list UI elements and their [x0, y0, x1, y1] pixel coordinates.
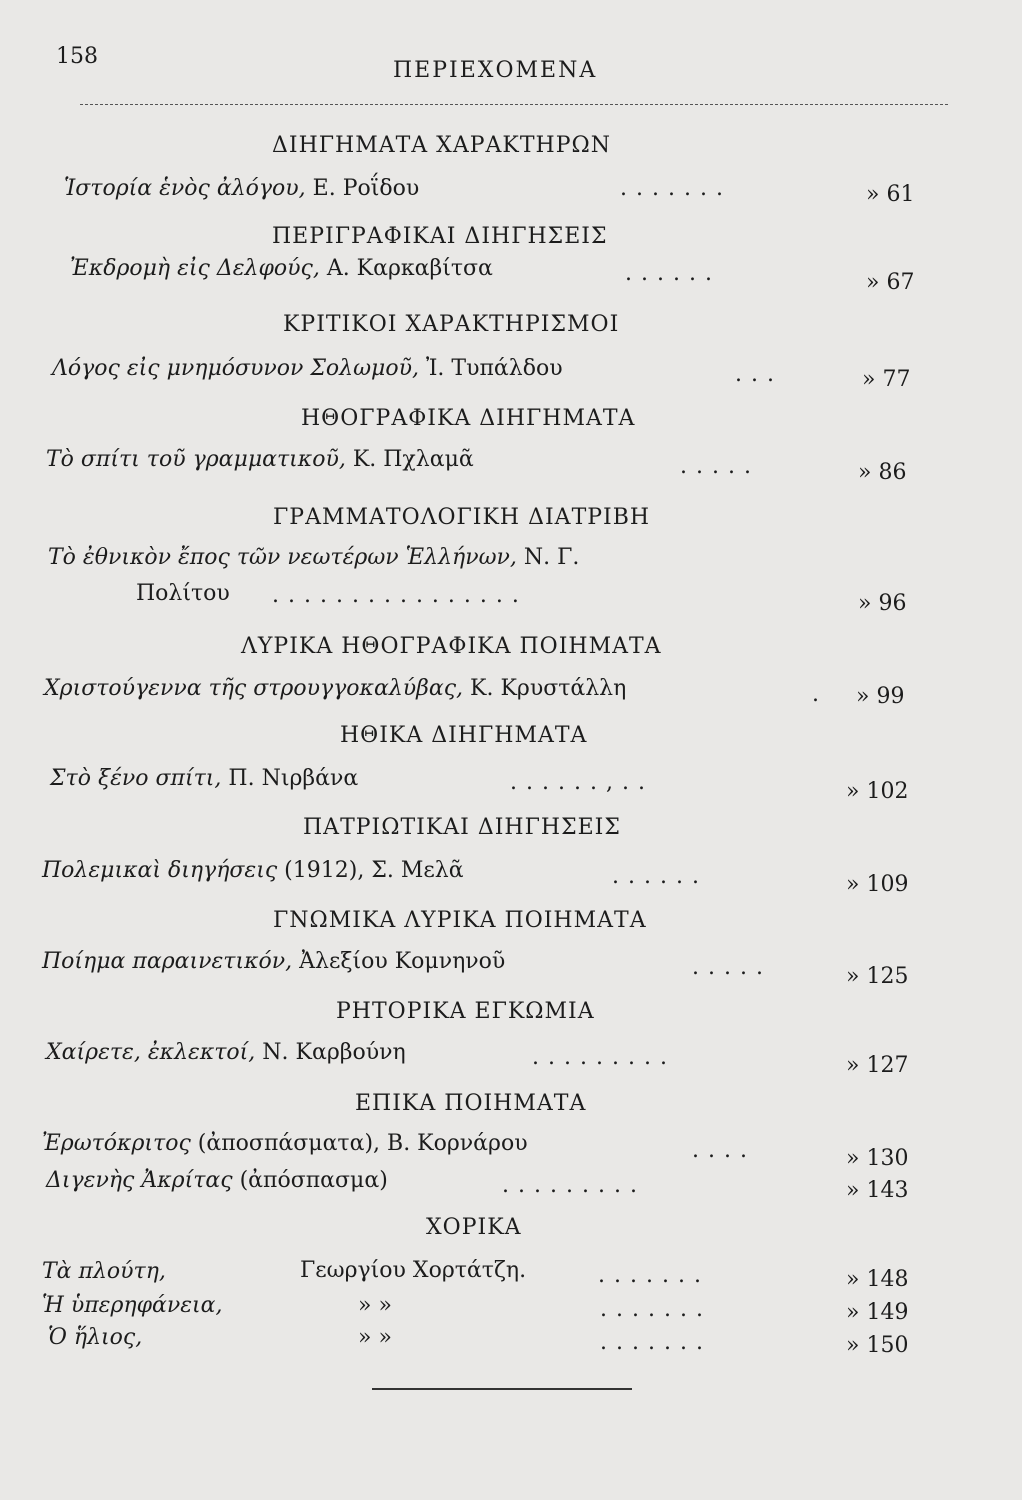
work-author: Α. Καρκαβίτσα [326, 256, 493, 281]
work-title: Ἐρωτόκριτος [42, 1131, 191, 1156]
toc-entry [48, 545, 579, 570]
work-title: Λόγος εἰς μνημόσυνον Σολωμοῦ, [52, 356, 419, 381]
dot-leaders: ..... [680, 454, 760, 479]
work-author: Κ. Κρυστάλλη [470, 676, 627, 701]
work-title: Ἐκδρομὴ εἰς Δελφούς, [70, 256, 320, 281]
section-heading: ΕΠΙΚΑ ΠΟΙΗΜΑΤΑ [355, 1091, 587, 1116]
work-author: Π. Νιρβάνα [228, 766, 359, 791]
work-author: (ἀπόσπασμα) [239, 1168, 388, 1193]
page-reference: » 96 [858, 591, 907, 616]
header-rule [80, 104, 948, 105]
dot-leaders: ....... [598, 1263, 710, 1288]
work-author: Ν. Γ. [523, 545, 580, 570]
section-heading: ΓΡΑΜΜΑΤΟΛΟΓΙΚΗ ΔΙΑΤΡΙΒΗ [273, 505, 651, 530]
page-reference: » 102 [846, 779, 909, 804]
section-heading: ΚΡΙΤΙΚΟΙ ΧΑΡΑΚΤΗΡΙΣΜΟΙ [283, 312, 620, 337]
dot-leaders: ..... [692, 955, 772, 980]
work-title: Χαίρετε, ἐκλεκτοί, [46, 1040, 256, 1065]
dot-leaders: ...... [612, 864, 708, 889]
work-author-continued: Πολίτου [136, 581, 230, 606]
dot-leaders: ......... [502, 1173, 646, 1198]
dot-leaders: ....... [620, 176, 732, 201]
dot-leaders: . [812, 682, 828, 707]
page-reference: » 99 [856, 684, 905, 709]
work-title: Πολεμικαὶ διηγήσεις [42, 858, 278, 883]
work-title: Χριστούγεννα τῆς στρουγγοκαλύβας, [44, 676, 464, 701]
dot-leaders: .... [692, 1138, 756, 1163]
toc-entry [42, 949, 505, 974]
page-reference: » 125 [846, 964, 909, 989]
toc-entry [42, 1131, 528, 1156]
work-author: Γεωργίου Χορτάτζη. [300, 1258, 527, 1283]
section-heading: ΛΥΡΙΚΑ ΗΘΟΓΡΑΦΙΚΑ ΠΟΙΗΜΑΤΑ [241, 634, 662, 659]
page-reference: » 61 [866, 182, 915, 207]
work-author: Ν. Καρβούνη [262, 1040, 406, 1065]
page-reference: » 149 [846, 1300, 909, 1325]
page-reference: » 143 [846, 1178, 909, 1203]
work-author: Ἰ. Τυπάλδου [425, 356, 563, 381]
toc-entry [46, 447, 474, 472]
work-title: Ποίημα παραινετικόν, [42, 949, 293, 974]
toc-entry [42, 858, 464, 883]
dot-leaders: ....... [600, 1297, 712, 1322]
page-reference: » 67 [866, 270, 915, 295]
work-author: (1912), Σ. Μελᾶ [284, 858, 464, 883]
section-heading: ΗΘΟΓΡΑΦΙΚΑ ΔΙΗΓΗΜΑΤΑ [301, 406, 636, 431]
work-author: (ἀποσπάσματα), Β. Κορνάρου [197, 1131, 528, 1156]
toc-entry [70, 256, 493, 281]
page-reference: » 148 [846, 1267, 909, 1292]
toc-entry [48, 1325, 142, 1350]
toc-entry [50, 766, 358, 791]
work-author: Ἀλεξίου Κομνηνοῦ [299, 949, 506, 974]
toc-entry [42, 1259, 166, 1284]
ditto-marks: » » [358, 1293, 392, 1318]
page-reference: » 127 [846, 1053, 909, 1078]
work-title: Στὸ ξένο σπίτι, [50, 766, 222, 791]
page-reference: » 109 [846, 872, 909, 897]
page-reference: » 77 [862, 367, 911, 392]
dot-leaders: ... [735, 362, 783, 387]
page-reference: » 150 [846, 1333, 909, 1358]
page-reference: » 130 [846, 1146, 909, 1171]
work-title: Τὸ σπίτι τοῦ γραμματικοῦ, [46, 447, 346, 472]
section-heading: ΠΑΤΡΙΩΤΙΚΑΙ ΔΙΗΓΗΣΕΙΣ [303, 815, 621, 840]
work-title: Ἡ ὑπερηφάνεια, [42, 1293, 223, 1318]
work-author: Ε. Ροΐδου [312, 176, 420, 201]
section-heading: ΗΘΙΚΑ ΔΙΗΓΗΜΑΤΑ [340, 723, 588, 748]
toc-entry [64, 176, 419, 201]
page-reference: » 86 [858, 460, 907, 485]
work-title: Ὁ ἥλιος, [48, 1325, 143, 1350]
toc-entry [42, 1293, 223, 1318]
work-title: Διγενὴς Ἀκρίτας [46, 1168, 233, 1193]
dot-leaders: ......,.. [510, 770, 654, 795]
dot-leaders: ......... [532, 1045, 676, 1070]
end-rule [372, 1388, 632, 1390]
dot-leaders: ................ [272, 583, 528, 608]
work-title: Ἱστορία ἑνὸς ἀλόγου, [64, 176, 306, 201]
toc-entry [46, 1040, 406, 1065]
work-title: Τὰ πλούτη, [42, 1259, 166, 1284]
toc-entry [52, 356, 563, 381]
section-heading: ΠΕΡΙΓΡΑΦΙΚΑΙ ΔΙΗΓΗΣΕΙΣ [272, 224, 608, 249]
work-title: Τὸ ἐθνικὸν ἔπος τῶν νεωτέρων Ἑλλήνων, [48, 545, 517, 570]
ditto-marks: » » [358, 1325, 392, 1350]
work-author: Κ. Πχλαμᾶ [352, 447, 474, 472]
toc-entry [44, 676, 626, 701]
page-number: 158 [56, 44, 98, 69]
dot-leaders: ...... [625, 261, 721, 286]
section-heading: ΔΙΗΓΗΜΑΤΑ ΧΑΡΑΚΤΗΡΩΝ [272, 133, 612, 158]
section-heading: ΧΟΡΙΚΑ [426, 1215, 522, 1240]
running-head: ΠΕΡΙΕΧΟΜΕΝΑ [393, 58, 598, 83]
toc-entry [46, 1168, 388, 1193]
dot-leaders: ....... [600, 1330, 712, 1355]
section-heading: ΓΝΩΜΙΚΑ ΛΥΡΙΚΑ ΠΟΙΗΜΑΤΑ [273, 908, 647, 933]
section-heading: ΡΗΤΟΡΙΚΑ ΕΓΚΩΜΙΑ [336, 999, 595, 1024]
